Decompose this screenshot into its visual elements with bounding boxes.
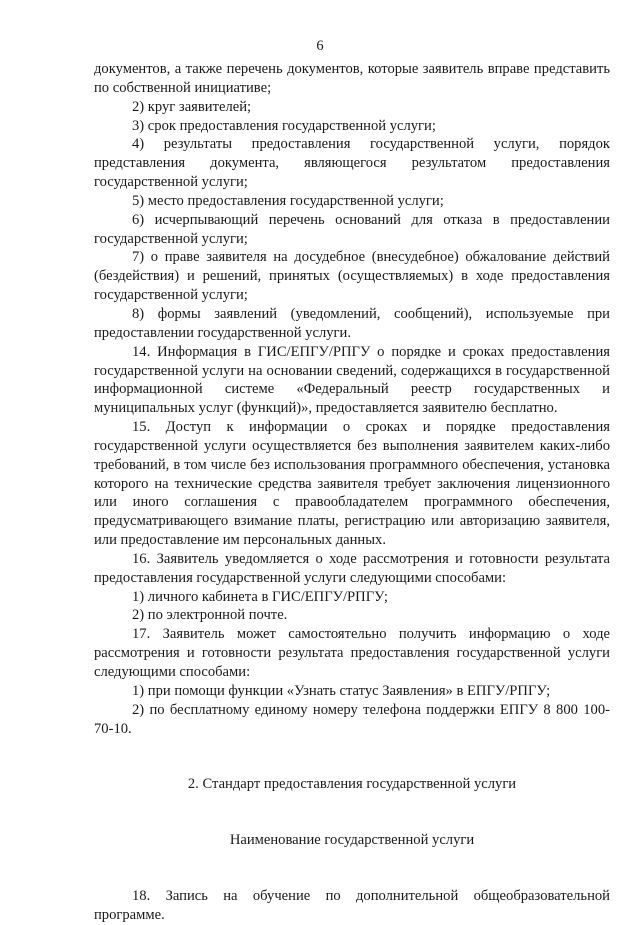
section-subheading: Наименование государственной услуги <box>229 832 475 849</box>
clause-16: 16. Заявитель уведомляется о ходе рассмотрения и готовности результата предоставления государственной услуги следующими способами: <box>94 550 610 586</box>
list-item-forms: 8) формы заявлений (уведомлений, сообщений), используемые при предоставлении государственной услуги. <box>94 305 610 341</box>
clause-17: 17. Заявитель может самостоятельно получить информацию о ходе рассмотрения и готовности результата предоставления государственной услуги следующими способами: <box>94 626 610 680</box>
spacer <box>94 794 610 831</box>
list-item-appeal-right: 7) о праве заявителя на досудебное (внесудебное) обжалование действий (бездействия) и решений, принятых (осуществляемых) в ходе предоставления государственной услуги; <box>94 249 610 304</box>
page-number: 6 <box>316 38 324 54</box>
clause-17-item-1: 1) при помощи функции «Узнать статус Заявления» в ЕПГУ/РПГУ; <box>132 682 551 699</box>
clause-16-item-1: 1) личного кабинета в ГИС/ЕПГУ/РПГУ; <box>132 588 388 605</box>
clause-14: 14. Информация в ГИС/ЕПГУ/РПГУ о порядке и сроках предоставления государственной услуги на основании сведений, содержащихся в государственной информационной системе «Федеральный реестр государственных и муниципальных услуг (функций)», предоставляется заявителю бесплатно. <box>94 343 610 417</box>
clause-17-item-2: 2) по бесплатному единому номеру телефона поддержки ЕПГУ 8 800 100-70-10. <box>94 701 610 737</box>
spacer <box>94 850 610 887</box>
list-item-results: 4) результаты предоставления государственной услуги, порядок представления документа, являющегося результатом предоставления государственной услуги; <box>94 136 610 191</box>
clause-16-item-2: 2) по электронной почте. <box>132 607 288 624</box>
list-item-applicants: 2) круг заявителей; <box>132 98 252 115</box>
list-item-place: 5) место предоставления государственной услуги; <box>132 192 444 209</box>
spacer <box>94 738 610 775</box>
list-item-refusal-grounds: 6) исчерпывающий перечень оснований для отказа в предоставлении государственной услуги; <box>94 211 610 247</box>
section-heading: 2. Стандарт предоставления государственной услуги <box>187 776 517 793</box>
list-item-term: 3) срок предоставления государственной услуги; <box>132 117 436 134</box>
paragraph-continuation: документов, а также перечень документов, которые заявитель вправе представить по собственной инициативе; <box>94 61 610 96</box>
document-body <box>94 60 610 925</box>
clause-15: 15. Доступ к информации о сроках и порядке предоставления государственной услуги осуществляется без выполнения заявителем каких-либо требований, в том числе без использования программного обеспечения, установка которого на технические средства заявителя требует заключения лицензионного или иного соглашения с правообладателем программного обеспечения, предусматривающего взимание платы, регистрацию или авторизацию заявителя, или предоставление им персональных данных. <box>94 419 610 549</box>
clause-18: 18. Запись на обучение по дополнительной общеобразовательной программе. <box>94 888 610 923</box>
